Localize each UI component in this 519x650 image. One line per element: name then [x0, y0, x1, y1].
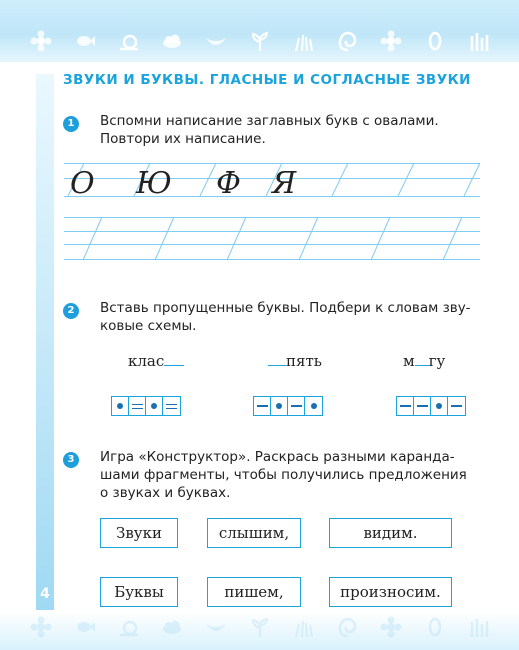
scheme-cell [271, 397, 288, 415]
leaf-icon [424, 30, 446, 52]
sprout-icon [249, 30, 271, 52]
task-2-text [100, 299, 480, 335]
scheme-cell [288, 397, 305, 415]
task-2-line-2: ковые схемы. [100, 318, 197, 334]
word-3-part-2: гу [428, 352, 446, 370]
missing-letter-blank[interactable] [415, 351, 429, 366]
snail-icon [118, 30, 140, 52]
task-number-3: 3 [63, 452, 79, 468]
shell-icon [337, 616, 359, 638]
flower-icon [380, 30, 402, 52]
scheme-cell [448, 397, 465, 415]
scheme-cell [129, 397, 146, 415]
grass-icon [293, 616, 315, 638]
word-fragment[interactable]: видим. [329, 518, 452, 548]
side-bar [36, 74, 54, 610]
scheme-cell [163, 397, 180, 415]
vowel-dot-icon [311, 403, 317, 409]
word-fragment[interactable]: пишем, [207, 577, 301, 607]
vowel-dot-icon [117, 403, 123, 409]
flower-icon [380, 616, 402, 638]
task-1-line-2: Повтори их написание. [100, 131, 266, 147]
task-3-line-3: о звуках и буквах. [100, 485, 231, 501]
handwriting-lines[interactable] [64, 163, 480, 261]
cursive-letter-2: Ю [136, 166, 172, 201]
task-3-text [100, 448, 480, 502]
task-number-2: 2 [63, 303, 79, 319]
task-2-line-1: Вставь пропущенные буквы. Подбери к словам зву- [100, 300, 471, 316]
reeds-icon [468, 616, 490, 638]
task-number-1: 1 [63, 116, 79, 132]
word-2 [268, 351, 322, 370]
cloud-icon [161, 616, 183, 638]
missing-letter-blank[interactable] [164, 351, 184, 366]
bird-icon [205, 30, 227, 52]
word-fragment[interactable]: Буквы [100, 577, 178, 607]
soft-consonant-icon [132, 404, 143, 409]
sprout-icon [249, 616, 271, 638]
task-1-text [100, 112, 480, 148]
leaf-icon [424, 616, 446, 638]
cursive-letter-4: Я [272, 166, 297, 201]
scheme-cell [397, 397, 414, 415]
fish-icon [74, 30, 96, 52]
scheme-cell [254, 397, 271, 415]
grass-icon [293, 30, 315, 52]
cursive-letter-3: Ф [216, 166, 241, 201]
task-3-line-1: Игра «Конструктор». Раскрась разными каранда- [100, 449, 455, 465]
word-1 [128, 351, 184, 370]
soft-consonant-icon [166, 404, 177, 409]
reeds-icon [468, 30, 490, 52]
vowel-dot-icon [276, 403, 282, 409]
fish-icon [74, 616, 96, 638]
scheme-cell [146, 397, 163, 415]
cloud-icon [161, 30, 183, 52]
word-fragment[interactable]: слышим, [207, 518, 301, 548]
bird-icon [205, 616, 227, 638]
missing-letter-blank[interactable] [268, 351, 286, 366]
page-title: ЗВУКИ И БУКВЫ. ГЛАСНЫЕ И СОГЛАСНЫЕ ЗВУКИ [63, 72, 471, 88]
snail-icon [118, 616, 140, 638]
word-3 [403, 351, 445, 370]
header-decor-row [30, 30, 490, 52]
word-1-part: клас [128, 352, 165, 370]
consonant-dash-icon [291, 405, 302, 407]
scheme-cell [431, 397, 448, 415]
vowel-dot-icon [436, 403, 442, 409]
word-fragment[interactable]: произносим. [329, 577, 452, 607]
word-3-part-1: м [403, 352, 415, 370]
cursive-letter-1: О [70, 166, 95, 201]
task-3-line-2: шами фрагменты, чтобы получились предложения [100, 467, 467, 483]
consonant-dash-icon [257, 405, 268, 407]
footer-decor-row [30, 616, 490, 638]
consonant-dash-icon [451, 405, 462, 407]
sound-scheme-3[interactable] [396, 396, 466, 416]
word-2-part: пять [286, 352, 322, 370]
sound-scheme-1[interactable] [111, 396, 181, 416]
scheme-cell [414, 397, 431, 415]
page-number: 4 [40, 586, 50, 602]
scheme-cell [112, 397, 129, 415]
shell-icon [337, 30, 359, 52]
scheme-cell [305, 397, 322, 415]
consonant-dash-icon [417, 405, 428, 407]
word-fragment[interactable]: Звуки [100, 518, 178, 548]
sound-scheme-2[interactable] [253, 396, 323, 416]
flower-icon [30, 30, 52, 52]
consonant-dash-icon [400, 405, 411, 407]
flower-icon [30, 616, 52, 638]
vowel-dot-icon [151, 403, 157, 409]
task-1-line-1: Вспомни написание заглавных букв с овалами. [100, 113, 439, 129]
